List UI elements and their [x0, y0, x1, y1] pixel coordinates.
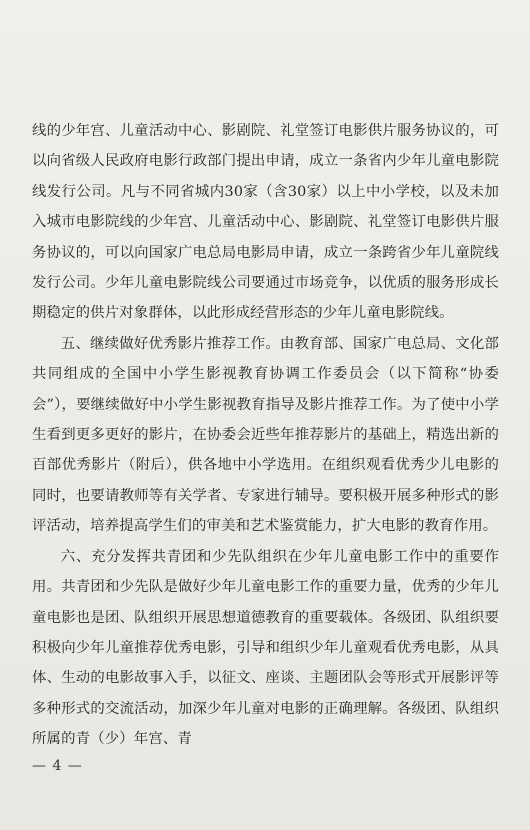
body-text: [32, 116, 499, 755]
page-number: — 4 —: [32, 758, 83, 774]
paragraph-continued: 线的少年宫、儿童活动中心、影剧院、礼堂签订电影供片服务协议的，可以向省级人民政府电影行政部门提出申请，成立一条省内少年儿童电影院线发行公司。凡与不同省城内30家（含30家）以上中小学校，以及未加入城市电影院线的少年宫、儿童活动中心、影剧院、礼堂签订电影供片服务协议的，可以向国家广电总局电影局申请，成立一条跨省少年儿童院线发行公司。少年儿童电影院线公司要通过市场竞争，以优质的服务形成长期稳定的供片对象群体，以此形成经营形态的少年儿童电影院线。: [32, 123, 499, 322]
paragraph-section-five: 五、继续做好优秀影片推荐工作。由教育部、国家广电总局、文化部共同组成的全国中小学生影视教育协调工作委员会（以下简称“协委会”），要继续做好中小学生影视教育指导及影片推荐工作。为了使中小学生看到更多更好的影片，在协委会近些年推荐影片的基础上，精选出新的百部优秀影片（附后），供各地中小学选用。在组织观看优秀少儿电影的同时，也要请教师等有关学者、专家进行辅导。要积极开展多种形式的影评活动，培养提高学生们的审美和艺术鉴赏能力，扩大电影的教育作用。: [32, 335, 499, 535]
paragraph-section-six: 六、充分发挥共青团和少先队组织在少年儿童电影工作中的重要作用。共青团和少先队是做好少年儿童电影工作的重要力量，优秀的少年儿童电影也是团、队组织开展思想道德教育的重要载体。各级团、队组织要积极向少年儿童推荐优秀电影，引导和组织少年儿童观看优秀电影，从具体、生动的电影故事入手，以征文、座谈、主题团队会等形式开展影评等多种形式的交流活动，加深少年儿童对电影的正确理解。各级团、队组织所属的青（少）年宫、青: [32, 548, 499, 748]
